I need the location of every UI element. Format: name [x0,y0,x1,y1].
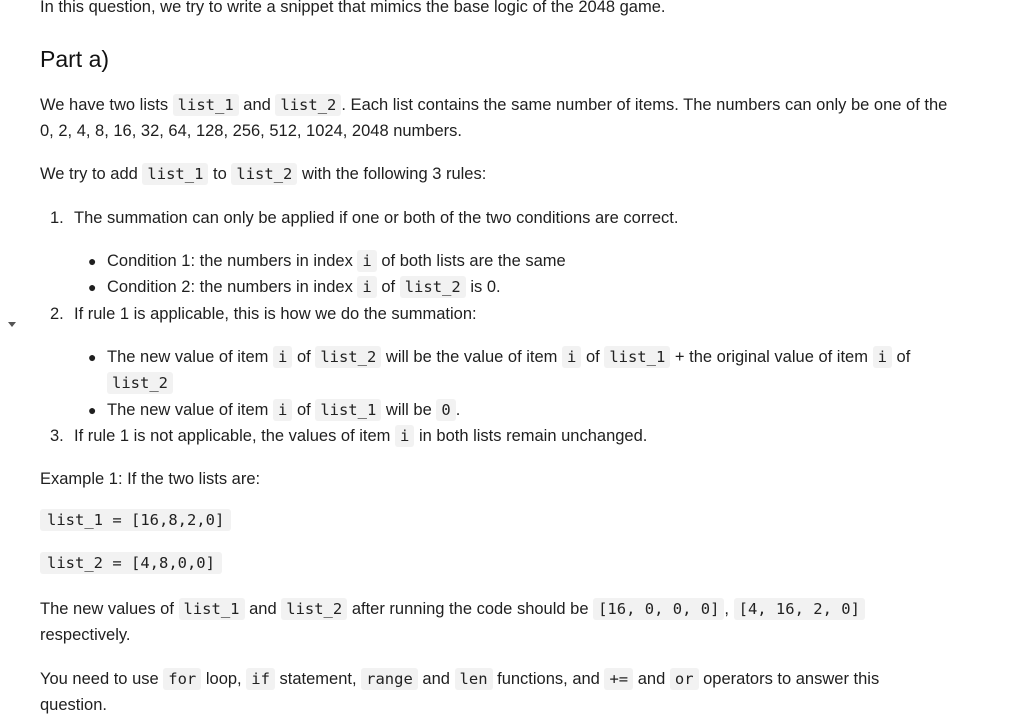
inline-code: list_2 [400,276,466,298]
inline-code: if [246,668,275,690]
inline-code: range [361,668,418,690]
result-paragraph: The new values of list_1 and list_2 after running the code should be [16, 0, 0, 0] , [4, 16, 2, 0] [40,596,865,622]
example-code-list2: list_2 = [4,8,0,0] [40,552,222,574]
inline-code: list_2 [107,372,173,394]
inline-code: [16, 0, 0, 0] [593,598,724,620]
bullet-icon: ● [88,279,97,295]
bullet-icon: ● [88,349,97,365]
final-paragraph-line2: question. [40,696,107,714]
part-a-heading: Part a) [40,46,110,72]
paragraph-lists-line2: 0, 2, 4, 8, 16, 32, 64, 128, 256, 512, 1024, 2048 numbers. [40,122,462,140]
inline-code: i [395,425,414,447]
inline-code: 0 [436,399,455,421]
result-paragraph-line2: respectively. [40,626,131,644]
inline-code: += [604,668,633,690]
example-label: Example 1: If the two lists are: [40,470,261,488]
collapse-caret-icon[interactable] [8,322,16,327]
intro-text: In this question, we try to write a snippet that mimics the base logic of the 2048 game. [40,0,666,16]
inline-code: list_2 [315,346,381,368]
inline-code: [4, 16, 2, 0] [734,598,865,620]
inline-code: list_2 [231,163,297,185]
paragraph-add: We try to add list_1 to list_2 with the following 3 rules: [40,165,487,183]
inline-code: or [670,668,699,690]
inline-code: i [562,346,581,368]
bullet-icon: ● [88,402,97,418]
example-code-list1: list_1 = [16,8,2,0] [40,509,231,531]
inline-code: list_2 [281,598,347,620]
inline-code: i [873,346,892,368]
inline-code: list_1 [173,94,239,116]
inline-code: for [163,668,201,690]
inline-code: i [273,399,292,421]
inline-code: list_1 [179,598,245,620]
inline-code: i [357,250,376,272]
inline-code: list_1 [142,163,208,185]
bullet-icon: ● [88,253,97,269]
inline-code: i [357,276,376,298]
inline-code: i [273,346,292,368]
paragraph-lists: We have two lists list_1 and list_2 . Each list contains the same number of items. The numbers can only be one of the [40,96,948,114]
inline-code: list_2 [275,94,341,116]
final-paragraph: You need to use for loop, if statement, range and len functions, and += and or operators to answer this [40,670,880,688]
inline-code: list_1 [315,399,381,421]
inline-code: len [455,668,493,690]
inline-code: list_1 [604,346,670,368]
